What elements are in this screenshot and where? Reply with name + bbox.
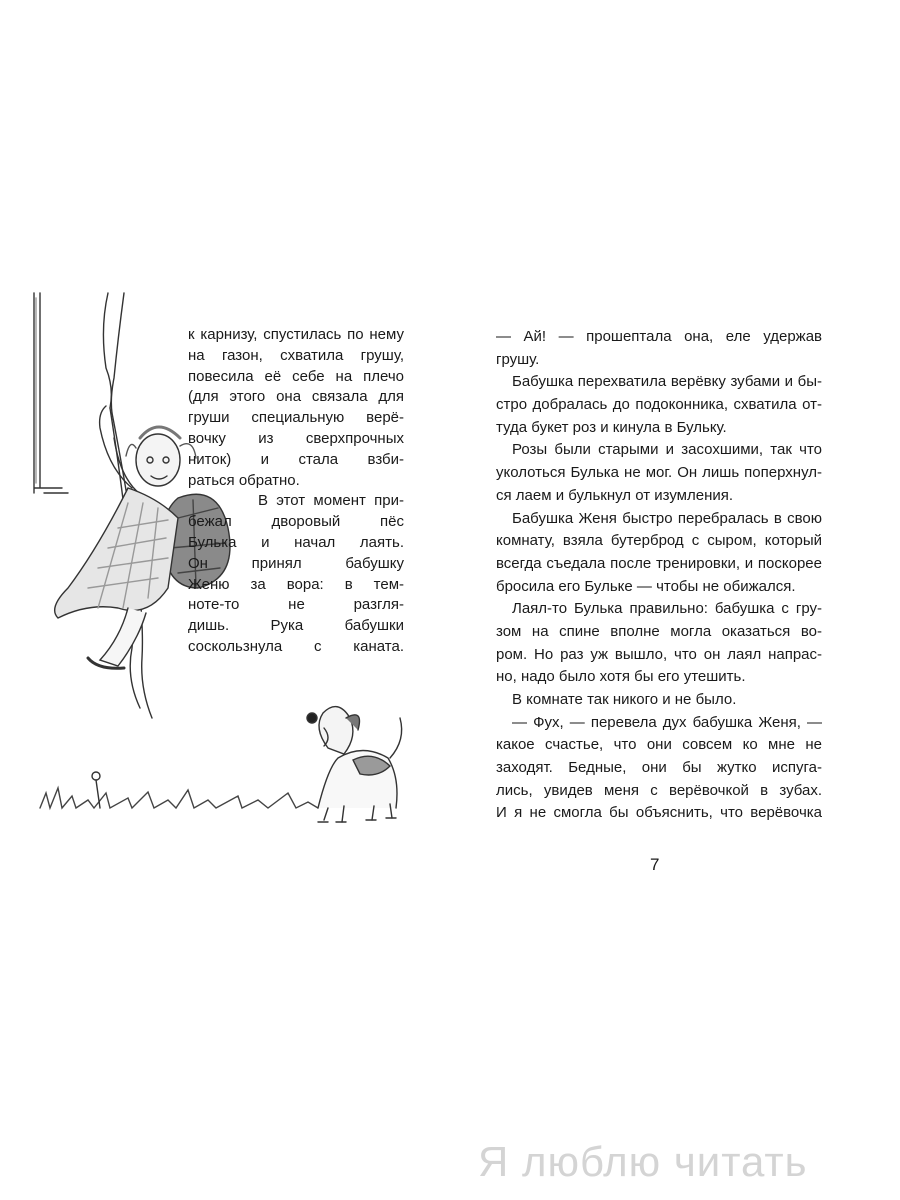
- page-number: 7: [650, 855, 660, 874]
- right-line: — Ай! — прошептала она, еле удержав: [496, 328, 822, 345]
- right-line: но, надо было хотя бы его утешить.: [496, 668, 746, 686]
- left-text-column: [188, 325, 404, 658]
- left-line: раться обратно.: [188, 471, 300, 489]
- left-line: дишь. Рука бабушки: [188, 617, 404, 635]
- left-line: ноте-то не разгля-: [188, 596, 404, 614]
- right-line: Лаял-то Булька правильно: бабушка с гру-: [512, 600, 822, 618]
- left-line: к карнизу, спустилась по нему: [188, 326, 404, 343]
- right-line: ром. Но раз уж вышло, что он лаял напрас-: [496, 645, 822, 663]
- left-line: В этот момент при-: [258, 492, 404, 510]
- right-line: И я не смогла бы объяснить, что верёвочка: [496, 804, 822, 822]
- right-line: В комнате так никого и не было.: [512, 691, 737, 708]
- left-line: Булька и начал лаять.: [188, 533, 404, 551]
- right-line: заходят. Бедные, они бы жутко испуга-: [496, 759, 822, 777]
- right-line: Бабушка перехватила верёвку зубами и бы-: [512, 373, 822, 391]
- left-line: Женю за вора: в тем-: [188, 575, 404, 593]
- right-line: комнату, взяла бутерброд с сыром, который: [496, 532, 822, 550]
- left-line: груши специальную верё-: [188, 409, 404, 427]
- left-line: ниток) и стала взби-: [188, 450, 404, 468]
- left-line: повесила её себе на плечо: [188, 367, 404, 385]
- right-line: уколоться Булька не мог. Он лишь поперхнул-: [496, 464, 822, 482]
- right-line: грушу.: [496, 350, 540, 368]
- right-line: бросила его Бульке — чтобы не обижался.: [496, 577, 796, 595]
- right-line: какое счастье, что они совсем ко мне не: [496, 736, 822, 754]
- watermark: Я люблю читать: [478, 1138, 808, 1185]
- right-line: Бабушка Женя быстро перебралась в свою: [512, 509, 822, 527]
- left-line: вочку из сверхпрочных: [188, 429, 404, 447]
- right-line: туда букет роз и кинула в Бульку.: [496, 418, 727, 436]
- right-line: зом на спине вполне могла оказаться во-: [496, 622, 822, 640]
- right-line: Розы были старыми и засохшими, так что: [512, 441, 822, 459]
- right-line: лись, увидев меня с верёвочкой в зубах.: [496, 781, 822, 799]
- left-line: бежал дворовый пёс: [188, 513, 404, 531]
- right-line: стро добралась до подоконника, схватила от-: [496, 396, 822, 414]
- left-line: на газон, схватила грушу,: [188, 346, 404, 364]
- right-line: ся лаем и булькнул от изумления.: [496, 486, 734, 504]
- left-line: соскользнула с каната.: [188, 637, 404, 655]
- right-line: — Фух, — перевела дух бабушка Женя, —: [512, 713, 822, 731]
- right-text-column: [496, 326, 822, 825]
- left-line: Он принял бабушку: [188, 554, 404, 572]
- right-line: всегда съедала после тренировки, и поскорее: [496, 554, 822, 572]
- left-line: (для этого она связала для: [188, 388, 404, 406]
